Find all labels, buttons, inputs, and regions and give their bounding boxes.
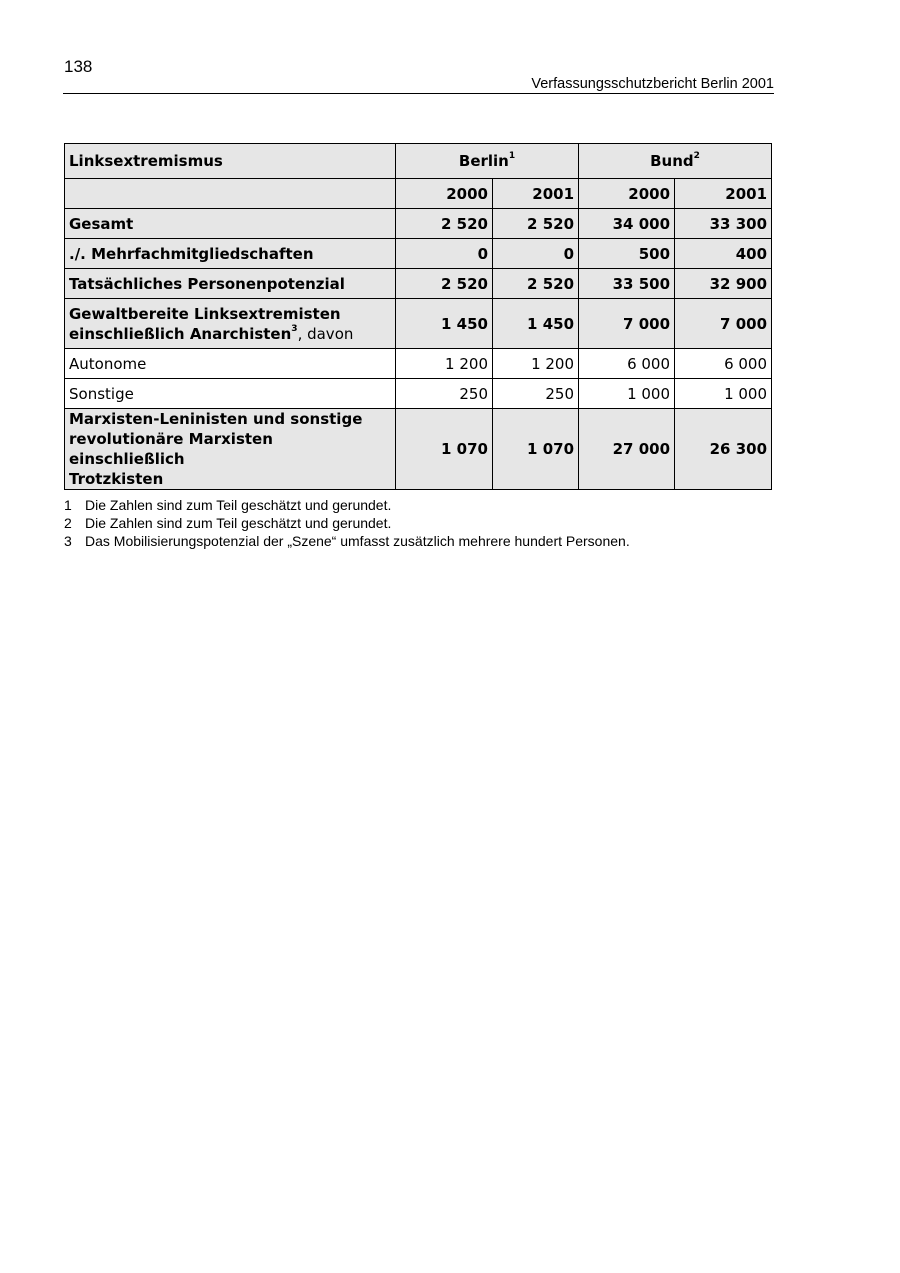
cell-value: 0 [493, 239, 579, 269]
footnote [64, 514, 630, 532]
table-title: Linksextremismus [65, 144, 396, 179]
cell-value: 1 070 [493, 409, 579, 490]
table-row [65, 239, 772, 269]
statistics-table [64, 143, 772, 490]
table-row [65, 349, 772, 379]
cell-value: 1 450 [396, 299, 493, 349]
page-number: 138 [64, 57, 93, 76]
cell-value: 34 000 [579, 209, 675, 239]
table-row [65, 299, 772, 349]
cell-value: 6 000 [675, 349, 772, 379]
cell-value: 7 000 [579, 299, 675, 349]
row-label: Gesamt [65, 209, 396, 239]
cell-value: 2 520 [396, 209, 493, 239]
year-header: 2001 [675, 179, 772, 209]
footnote-number: 2 [64, 515, 72, 531]
cell-value: 0 [396, 239, 493, 269]
row-label: Gewaltbereite Linksextremisten einschließlich Anarchisten$^3$, davon [65, 299, 396, 349]
cell-value: 32 900 [675, 269, 772, 299]
footnotes [64, 496, 630, 550]
table-row [65, 409, 772, 490]
cell-value: 6 000 [579, 349, 675, 379]
year-header: 2000 [396, 179, 493, 209]
row-label: Marxisten-Leninisten und sonstige revolutionäre Marxisten einschließlich Trotzkisten [65, 409, 396, 490]
year-header: 2001 [493, 179, 579, 209]
footnote-number: 3 [64, 533, 72, 549]
footnote-number: 1 [64, 497, 72, 513]
group-header-berlin: Berlin$^1$ [396, 144, 579, 179]
running-header: Verfassungsschutzbericht Berlin 2001 [63, 76, 774, 94]
cell-value: 2 520 [396, 269, 493, 299]
footnote-ref: 2 [693, 151, 700, 161]
cell-value: 1 000 [675, 379, 772, 409]
row-label: Autonome [65, 349, 396, 379]
row-label: Sonstige [65, 379, 396, 409]
footnote-text: Das Mobilisierungspotenzial der „Szene“ umfasst zusätzlich mehrere hundert Personen. [85, 533, 630, 549]
footnote [64, 532, 630, 550]
cell-value: 1 450 [493, 299, 579, 349]
cell-value: 500 [579, 239, 675, 269]
row-label: Tatsächliches Personenpotenzial [65, 269, 396, 299]
year-header: 2000 [579, 179, 675, 209]
cell-value: 27 000 [579, 409, 675, 490]
cell-value: 250 [396, 379, 493, 409]
cell-value: 33 300 [675, 209, 772, 239]
group-header-bund: Bund$^2$ [579, 144, 772, 179]
cell-value: 1 000 [579, 379, 675, 409]
cell-value: 1 070 [396, 409, 493, 490]
table-header-row [65, 144, 772, 179]
cell-value: 400 [675, 239, 772, 269]
footnote-ref: 3 [291, 323, 298, 334]
cell-value: 1 200 [493, 349, 579, 379]
year-header-row [65, 179, 772, 209]
footnote [64, 496, 630, 514]
cell-value: 2 520 [493, 209, 579, 239]
footnote-text: Die Zahlen sind zum Teil geschätzt und gerundet. [85, 497, 392, 513]
empty-cell [65, 179, 396, 209]
footnote-ref: 1 [508, 151, 516, 161]
table-row [65, 269, 772, 299]
cell-value: 250 [493, 379, 579, 409]
footnote-text: Die Zahlen sind zum Teil geschätzt und gerundet. [85, 515, 392, 531]
cell-value: 1 200 [396, 349, 493, 379]
row-label: ./. Mehrfachmitgliedschaften [65, 239, 396, 269]
table-row [65, 379, 772, 409]
table-row [65, 209, 772, 239]
cell-value: 26 300 [675, 409, 772, 490]
cell-value: 33 500 [579, 269, 675, 299]
cell-value: 2 520 [493, 269, 579, 299]
cell-value: 7 000 [675, 299, 772, 349]
